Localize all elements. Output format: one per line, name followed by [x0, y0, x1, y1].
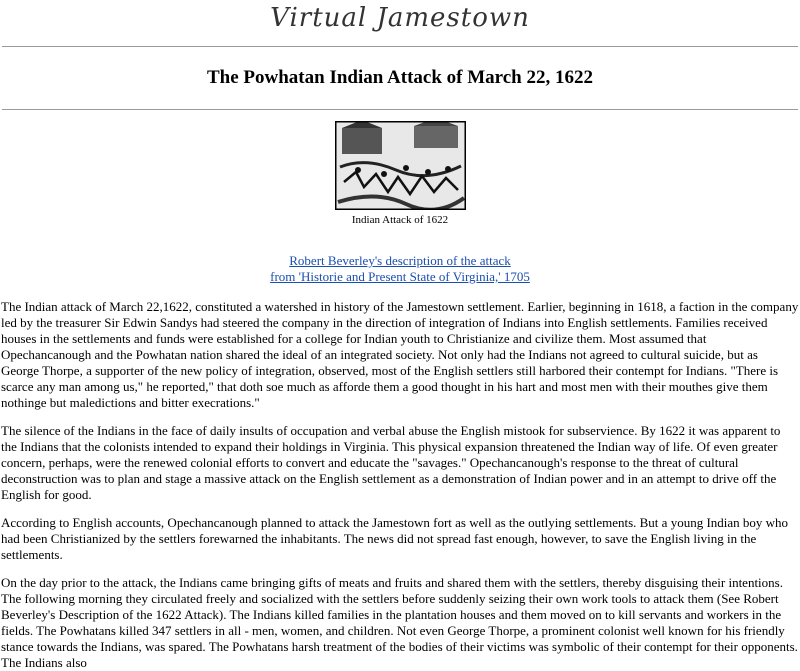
paragraph-1: The Indian attack of March 22,1622, constituted a watershed in history of the Jamestown settlement. Earlier, beginning in 1618, a faction in the company led by the treasurer Sir Edwin Sandys had steered the company in the direction of integration of Indians into English settlements. Families received houses in the settlements and funds were established for a college for Indian youth to Christianize and civilize them. Most assumed that Opechancanough and the Powhatan nation shared the ideal of an integrated society. Not only had the Indians not agreed to cultural suicide, but as George Thorpe, a supporter of the new policy of integration, observed, most of the English settlers still harbored their contempt for Indians. "There is scarce any man among us," he reported," that doth soe much as afforde them a good thought in his hart and most men with their mouthes give them nothinge but maledictions and bitter execrations." [1, 299, 799, 410]
paragraph-2: The silence of the Indians in the face of daily insults of occupation and verbal abuse the English mistook for subservience. By 1622 it was apparent to the Indians that the colonists intended to expand their holdings in Virginia. This physical expansion threatened the Indian way of life. Of even greater concern, perhaps, were the renewed colonial efforts to convert and educate the "savages." Opechancanough's response to the threat of cultural deconstruction was to plan and stage a massive attack on the English settlement as a demonstration of Indian power and in an attempt to drive off the English for good. [1, 423, 781, 502]
page-title: The Powhatan Indian Attack of March 22, 1622 [206, 67, 593, 88]
historie-source-link[interactable]: from 'Historie and Present State of Virginia,' 1705 [270, 269, 530, 284]
image-caption: Indian Attack of 1622 [351, 214, 449, 226]
site-title: Virtual Jamestown [270, 3, 530, 33]
woodcut-illustration-icon[interactable] [335, 121, 466, 210]
title-divider [2, 109, 798, 110]
paragraph-4: On the day prior to the attack, the Indians came bringing gifts of meats and fruits and shared them with the settlers, thereby disguising their intentions. The following morning they circulated freely and socialized with the settlers before suddenly seizing their own work tools to attack them (See Robert Beverley's Description of the 1622 Attack). The Indians killed families in the plantation houses and them moved on to kill servants and workers in the fields. The Powhatans killed 347 settlers in all - men, women, and children. Not even George Thorpe, a prominent colonist well known for his friendly stance towards the Indians, was spared. The Powhatans harsh treatment of the bodies of their victims was symbolic of their contempt for their opponents. The Indians also [1, 575, 798, 670]
beverley-description-link[interactable]: Robert Beverley's description of the attack [289, 253, 511, 268]
article-body [0, 299, 800, 671]
illustration-figure [0, 121, 800, 226]
masthead [0, 0, 800, 46]
source-links [0, 253, 800, 285]
paragraph-3: According to English accounts, Opechancanough planned to attack the Jamestown fort as well as the outlying settlements. But a young Indian boy who had been Christianized by the settlers forewarned the inhabitants. The news did not spread fast enough, however, to save the English living in the settlements. [1, 515, 789, 562]
